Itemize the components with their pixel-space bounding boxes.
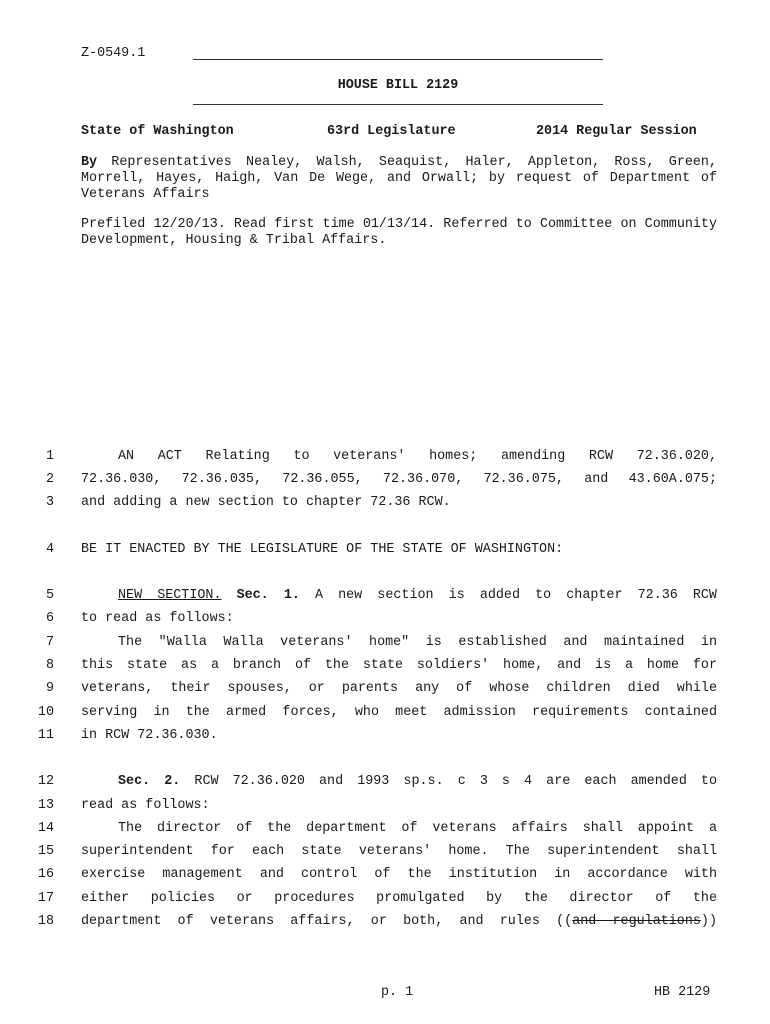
state-label: State of Washington	[81, 124, 234, 139]
legislature-label: 63rd Legislature	[327, 124, 456, 139]
body-line-text: A new section is added to chapter 72.36 RCW	[314, 588, 717, 603]
header-rule-top	[193, 59, 603, 60]
body-line: veterans, their spouses, or parents any of whose children died while	[81, 681, 717, 696]
section-number: Sec. 2.	[118, 774, 181, 789]
line-number: 1	[45, 449, 54, 464]
prefiled-paragraph: Prefiled 12/20/13. Read first time 01/13/14. Referred to Committee on Community Development, Housing & Tribal Affairs.	[81, 217, 717, 248]
line-number: 7	[45, 635, 54, 650]
line-number: 16	[37, 867, 54, 882]
new-section-label: NEW SECTION.	[118, 588, 222, 603]
sponsors-paragraph	[81, 155, 717, 203]
body-line: to read as follows:	[81, 611, 234, 626]
body-line	[81, 588, 717, 604]
body-line: 72.36.030, 72.36.035, 72.36.055, 72.36.070, 72.36.075, and 43.60A.075;	[81, 472, 717, 487]
section-number: Sec. 1.	[236, 588, 300, 603]
line-number: 14	[37, 821, 54, 836]
body-line: The "Walla Walla veterans' home" is established and maintained in	[118, 635, 717, 650]
body-line: serving in the armed forces, who meet admission requirements contained	[81, 705, 717, 720]
body-line	[81, 774, 717, 790]
body-line: and adding a new section to chapter 72.36 RCW.	[81, 495, 451, 510]
body-line: AN ACT Relating to veterans' homes; amending RCW 72.36.020,	[118, 449, 717, 464]
line-number: 17	[37, 891, 54, 906]
line-number: 2	[45, 472, 54, 487]
line-number: 11	[37, 728, 54, 743]
line-number: 8	[45, 658, 54, 673]
line-number: 12	[37, 774, 54, 789]
body-line: exercise management and control of the institution in accordance with	[81, 867, 717, 882]
enacting-clause: BE IT ENACTED BY THE LEGISLATURE OF THE STATE OF WASHINGTON:	[81, 542, 564, 557]
bill-title: HOUSE BILL 2129	[337, 78, 459, 93]
body-line: either policies or procedures promulgated by the director of the	[81, 891, 717, 906]
line-number: 15	[37, 844, 54, 859]
line-number: 6	[45, 611, 54, 626]
by-label: By	[81, 155, 98, 170]
body-line: read as follows:	[81, 798, 210, 813]
struck-text: and regulations	[572, 914, 701, 929]
session-label: 2014 Regular Session	[536, 124, 697, 139]
page-number: p. 1	[381, 985, 414, 1000]
body-line: The director of the department of veterans affairs shall appoint a	[118, 821, 717, 836]
body-line-text: department of veterans affairs, or both, and rules ((	[81, 914, 573, 929]
body-line: this state as a branch of the state soldiers' home, and is a home for	[81, 658, 717, 673]
document-code: Z-0549.1	[81, 46, 146, 61]
line-number: 3	[45, 495, 54, 510]
body-line-text: RCW 72.36.020 and 1993 sp.s. c 3 s 4 are each amended to	[194, 774, 718, 789]
body-line: in RCW 72.36.030.	[81, 728, 218, 743]
body-line: superintendent for each state veterans' home. The superintendent shall	[81, 844, 717, 859]
body-line-text-end: ))	[700, 914, 717, 929]
line-number: 10	[37, 705, 54, 720]
sponsors-text: Representatives Nealey, Walsh, Seaquist, Haler, Appleton, Ross, Green, Morrell, Hayes, Haigh, Van De Wege, and Orwall; by request of Department of Veterans Affairs	[81, 155, 717, 202]
line-number: 18	[37, 914, 54, 929]
line-number: 13	[37, 798, 54, 813]
line-number: 5	[45, 588, 54, 603]
footer-bill-number: HB 2129	[654, 985, 711, 1000]
line-number: 4	[45, 542, 54, 557]
line-number: 9	[45, 681, 54, 696]
body-line	[81, 914, 717, 930]
header-rule-bottom	[193, 104, 603, 105]
